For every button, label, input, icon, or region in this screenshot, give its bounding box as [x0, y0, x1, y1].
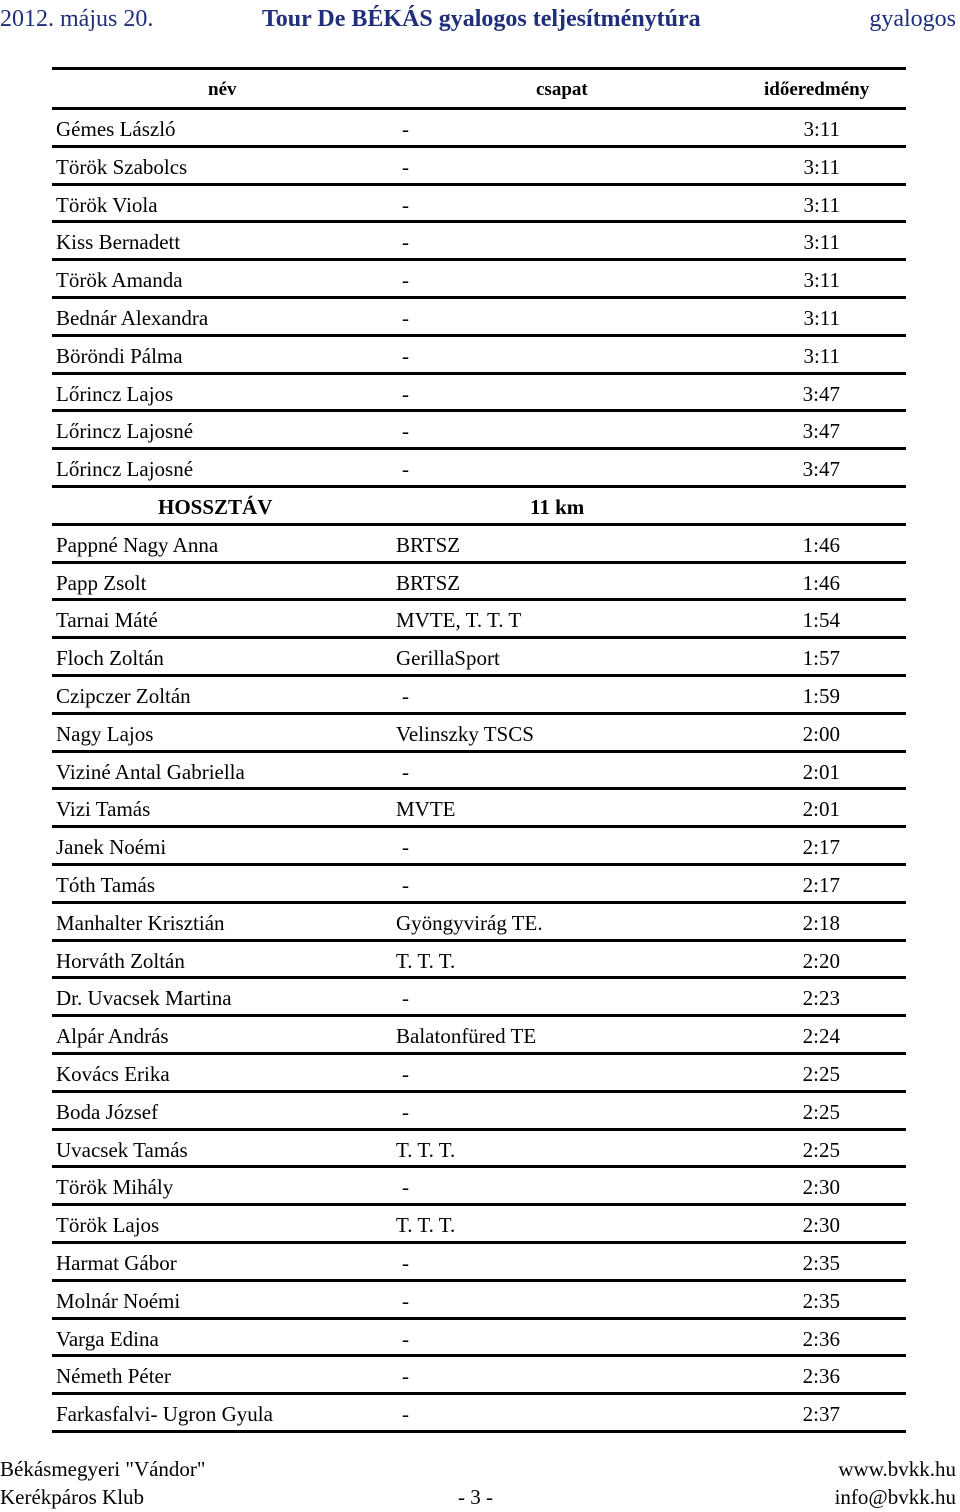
table-row [52, 375, 906, 413]
cell-team: Gyöngyvirág TE. [396, 910, 543, 935]
cell-time: 2:00 [802, 721, 840, 746]
cell-time: 2:30 [802, 1175, 840, 1200]
cell-time: 1:59 [802, 683, 840, 708]
cell-time: 2:37 [802, 1402, 840, 1427]
table-row [52, 412, 906, 450]
cell-time: 2:24 [802, 1024, 840, 1049]
cell-name: Pappné Nagy Anna [56, 532, 219, 557]
table-row [52, 148, 906, 186]
cell-team: - [402, 1099, 409, 1124]
cell-time: 2:01 [802, 797, 840, 822]
table-row [52, 942, 906, 980]
cell-team: - [402, 268, 409, 293]
cell-time: 3:11 [803, 230, 840, 255]
table-row [52, 904, 906, 942]
table-row [52, 1017, 906, 1055]
cell-name: Floch Zoltán [56, 646, 164, 671]
cell-time: 3:47 [802, 457, 840, 482]
footer-email-link[interactable]: info@bvkk.hu [834, 1485, 956, 1509]
cell-name: Bednár Alexandra [56, 305, 209, 330]
cell-team: T. T. T. [396, 1213, 456, 1238]
cell-name: Lőrincz Lajosné [56, 457, 194, 482]
cell-name: Török Lajos [56, 1213, 160, 1238]
section-distance: 11 km [530, 494, 585, 519]
cell-time: 1:46 [802, 532, 840, 557]
cell-name: Molnár Noémi [56, 1288, 181, 1313]
cell-team: - [402, 419, 409, 444]
cell-team: MVTE [396, 797, 456, 822]
cell-name: Vizi Tamás [56, 797, 151, 822]
cell-team: - [402, 1061, 409, 1086]
cell-time: 2:30 [802, 1213, 840, 1238]
section-label: HOSSZTÁV [158, 494, 273, 519]
table-row [52, 186, 906, 224]
cell-name: Tarnai Máté [56, 608, 158, 633]
cell-team: - [402, 835, 409, 860]
table-row [52, 337, 906, 375]
cell-team: Balatonfüred TE [396, 1024, 537, 1049]
cell-time: 1:54 [802, 608, 840, 633]
cell-team: - [402, 305, 409, 330]
cell-team: - [402, 683, 409, 708]
cell-time: 1:46 [802, 570, 840, 595]
table-row [52, 1055, 906, 1093]
cell-time: 2:18 [802, 910, 840, 935]
column-header-row [52, 70, 906, 110]
cell-time: 2:36 [802, 1364, 840, 1389]
table-row [52, 1093, 906, 1131]
table-row [52, 677, 906, 715]
cell-name: Janek Noémi [56, 835, 167, 860]
cell-name: Farkasfalvi- Ugron Gyula [56, 1402, 273, 1427]
cell-team: - [402, 1402, 409, 1427]
cell-name: Nagy Lajos [56, 721, 154, 746]
cell-time: 2:25 [802, 1061, 840, 1086]
table-row [52, 299, 906, 337]
cell-time: 2:23 [802, 986, 840, 1011]
cell-time: 1:57 [802, 646, 840, 671]
footer-org-line1: Békásmegyeri "Vándor" [0, 1457, 206, 1481]
cell-time: 2:35 [802, 1250, 840, 1275]
table-row [52, 1131, 906, 1169]
cell-time: 2:17 [802, 872, 840, 897]
table-row [52, 1244, 906, 1282]
cell-team: - [402, 457, 409, 482]
cell-time: 3:11 [803, 154, 840, 179]
cell-team: - [402, 1326, 409, 1351]
cell-name: Török Mihály [56, 1175, 174, 1200]
cell-time: 3:11 [803, 268, 840, 293]
header-title: Tour De BÉKÁS gyalogos teljesítménytúra [262, 6, 701, 32]
header-date: 2012. május 20. [0, 6, 154, 32]
cell-name: Dr. Uvacsek Martina [56, 986, 232, 1011]
cell-name: Török Szabolcs [56, 154, 188, 179]
cell-name: Viziné Antal Gabriella [56, 759, 245, 784]
cell-name: Németh Péter [56, 1364, 171, 1389]
cell-name: Alpár András [56, 1024, 169, 1049]
footer-website-link[interactable]: www.bvkk.hu [838, 1457, 956, 1481]
cell-name: Harmat Gábor [56, 1250, 177, 1275]
cell-team: - [402, 1364, 409, 1389]
cell-name: Uvacsek Tamás [56, 1137, 188, 1162]
table-row [52, 1168, 906, 1206]
table-row [52, 1320, 906, 1358]
table-row [52, 753, 906, 791]
cell-name: Lőrincz Lajos [56, 381, 174, 406]
cell-name: Török Amanda [56, 268, 183, 293]
table-row [52, 450, 906, 488]
cell-time: 2:25 [802, 1099, 840, 1124]
cell-time: 2:36 [802, 1326, 840, 1351]
cell-time: 3:11 [803, 117, 840, 141]
cell-team: T. T. T. [396, 948, 456, 973]
cell-team: GerillaSport [396, 646, 500, 671]
cell-team: - [402, 230, 409, 255]
cell-team: - [402, 192, 409, 217]
cell-name: Boda József [56, 1099, 159, 1124]
table-row [52, 601, 906, 639]
cell-team: BRTSZ [396, 532, 461, 557]
rows-group-after [52, 526, 906, 1433]
rows-group-before [52, 110, 906, 488]
cell-name: Gémes László [56, 117, 176, 141]
table-row [52, 564, 906, 602]
table-row [52, 223, 906, 261]
cell-name: Czipczer Zoltán [56, 683, 191, 708]
cell-team: - [402, 154, 409, 179]
cell-name: Horváth Zoltán [56, 948, 185, 973]
cell-name: Manhalter Krisztián [56, 910, 225, 935]
column-header-team: csapat [536, 79, 588, 100]
cell-name: Papp Zsolt [56, 570, 147, 595]
table-row [52, 1282, 906, 1320]
cell-team: - [402, 1175, 409, 1200]
table-row [52, 790, 906, 828]
cell-time: 3:47 [802, 419, 840, 444]
cell-team: MVTE, T. T. T [396, 608, 522, 633]
column-header-time: időeredmény [764, 79, 870, 100]
cell-time: 2:17 [802, 835, 840, 860]
cell-time: 3:11 [803, 343, 840, 368]
section-row [52, 488, 906, 526]
cell-time: 3:47 [802, 381, 840, 406]
column-header-name: név [208, 79, 237, 100]
cell-team: - [402, 1250, 409, 1275]
table-row [52, 828, 906, 866]
footer-page-number: - 3 - [458, 1485, 493, 1509]
cell-team: BRTSZ [396, 570, 461, 595]
cell-team: - [402, 759, 409, 784]
cell-team: - [402, 986, 409, 1011]
cell-name: Lőrincz Lajosné [56, 419, 194, 444]
cell-name: Kiss Bernadett [56, 230, 181, 255]
cell-team: T. T. T. [396, 1137, 456, 1162]
table-row [52, 261, 906, 299]
cell-time: 2:35 [802, 1288, 840, 1313]
cell-name: Kovács Erika [56, 1061, 170, 1086]
header-category: gyalogos [869, 6, 956, 32]
cell-time: 2:25 [802, 1137, 840, 1162]
table-row [52, 1206, 906, 1244]
cell-name: Böröndi Pálma [56, 343, 183, 368]
cell-team: - [402, 381, 409, 406]
cell-time: 2:20 [802, 948, 840, 973]
table-row [52, 715, 906, 753]
cell-time: 3:11 [803, 305, 840, 330]
results-table [52, 67, 906, 1433]
table-row [52, 1395, 906, 1433]
table-row [52, 526, 906, 564]
cell-time: 3:11 [803, 192, 840, 217]
cell-team: - [402, 343, 409, 368]
table-row [52, 110, 906, 148]
cell-name: Varga Edina [56, 1326, 159, 1351]
cell-team: - [402, 872, 409, 897]
table-row [52, 866, 906, 904]
cell-name: Török Viola [56, 192, 158, 217]
table-row [52, 639, 906, 677]
cell-team: - [402, 117, 409, 141]
table-row [52, 979, 906, 1017]
cell-name: Tóth Tamás [56, 872, 156, 897]
cell-team: - [402, 1288, 409, 1313]
cell-time: 2:01 [802, 759, 840, 784]
table-row [52, 1357, 906, 1395]
footer-org-line2: Kerékpáros Klub [0, 1485, 145, 1509]
cell-team: Velinszky TSCS [396, 721, 534, 746]
